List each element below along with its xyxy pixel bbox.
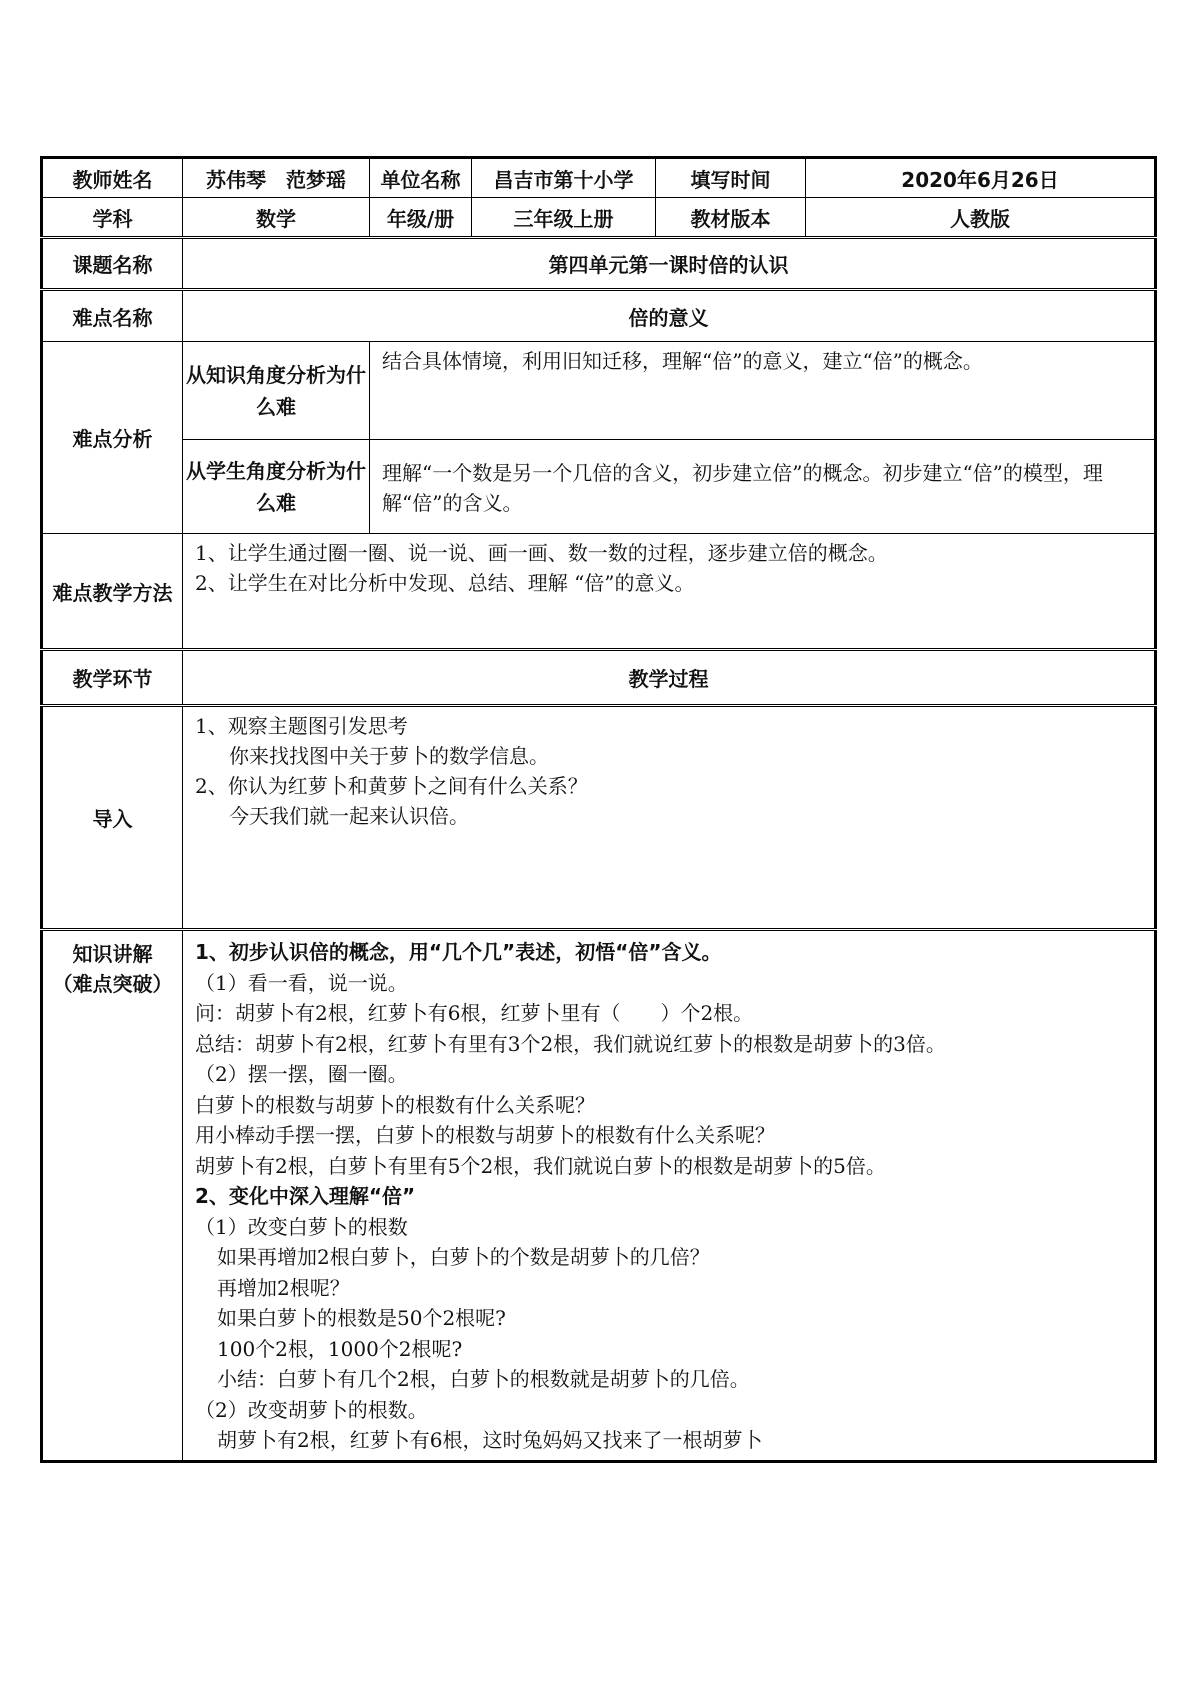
subject-value: 数学	[183, 198, 370, 238]
method-content	[183, 534, 1156, 650]
unit-value: 昌吉市第十小学	[472, 158, 656, 198]
edition-label: 教材版本	[656, 198, 806, 238]
date-value: 2020年6月26日	[806, 158, 1156, 198]
knowledge-line: 用小棒动手摆一摆，白萝卜的根数与胡萝卜的根数有什么关系呢？	[195, 1123, 775, 1147]
knowledge-heading: 1、初步认识倍的概念，用“几个几”表述，初悟“倍”含义。	[195, 940, 722, 964]
knowledge-line: （2）摆一摆，圈一圈。	[195, 1062, 408, 1086]
knowledge-line: 总结：胡萝卜有2根，红萝卜有里有3个2根，我们就说红萝卜的根数是胡萝卜的3倍。	[195, 1031, 946, 1056]
knowledge-heading: 2、变化中深入理解“倍”	[195, 1184, 416, 1208]
knowledge-line: 问：胡萝卜有2根，红萝卜有6根，红萝卜里有（ ）个2根。	[195, 1001, 754, 1025]
knowledge-line: 如果白萝卜的根数是50个2根呢?	[217, 1306, 506, 1330]
knowledge-line: 白萝卜的根数与胡萝卜的根数有什么关系呢？	[195, 1092, 595, 1117]
analysis-knowledge-row	[42, 342, 1156, 440]
analysis-student-row	[42, 440, 1156, 534]
intro-content	[183, 706, 1156, 930]
knowledge-angle-label: 从知识角度分析为什么难	[183, 342, 370, 440]
knowledge-angle-text: 结合具体情境，利用旧知迁移，理解“倍”的意义，建立“倍”的概念。	[370, 342, 1156, 440]
knowledge-subheading: （2）改变胡萝卜的根数。	[195, 1397, 428, 1422]
process-stage-label: 教学环节	[42, 650, 183, 706]
intro-line: 你来找找图中关于萝卜的数学信息。	[229, 744, 549, 768]
difficulty-value: 倍的意义	[183, 290, 1156, 342]
lesson-plan-sheet	[40, 156, 1154, 1463]
intro-line: 今天我们就一起来认识倍。	[229, 804, 469, 828]
grade-value: 三年级上册	[472, 198, 656, 238]
knowledge-sublabel: （难点突破）	[52, 972, 173, 996]
topic-label: 课题名称	[42, 238, 183, 290]
method-row	[42, 534, 1156, 650]
analysis-label: 难点分析	[42, 342, 183, 534]
edition-value: 人教版	[806, 198, 1156, 238]
topic-value: 第四单元第一课时倍的认识	[183, 238, 1156, 290]
teacher-value: 苏伟琴 范梦瑶	[183, 158, 370, 198]
knowledge-label-cell	[42, 930, 183, 1462]
knowledge-line: 100个2根，1000个2根呢?	[217, 1336, 463, 1361]
grade-label: 年级/册	[370, 198, 472, 238]
method-label: 难点教学方法	[42, 534, 183, 650]
process-title: 教学过程	[183, 650, 1156, 706]
knowledge-line: 再增加2根呢？	[217, 1275, 350, 1300]
intro-line: 2、你认为红萝卜和黄萝卜之间有什么关系？	[195, 774, 588, 798]
knowledge-line: （1）看一看，说一说。	[195, 970, 408, 995]
knowledge-line: 胡萝卜有2根，红萝卜有6根，这时兔妈妈又找来了一根胡萝卜	[217, 1428, 763, 1452]
topic-row	[42, 238, 1156, 290]
student-angle-label: 从学生角度分析为什么难	[183, 440, 370, 534]
student-angle-text: 理解“一个数是另一个几倍的含义，初步建立倍”的概念。初步建立“倍”的模型，理解“倍”的含义。	[370, 440, 1156, 534]
teacher-label: 教师姓名	[42, 158, 183, 198]
difficulty-label: 难点名称	[42, 290, 183, 342]
info-row-2	[42, 198, 1156, 238]
knowledge-row	[42, 930, 1156, 1462]
intro-label: 导入	[42, 706, 183, 930]
intro-line: 1、观察主题图引发思考	[195, 714, 408, 738]
process-header-row	[42, 650, 1156, 706]
subject-label: 学科	[42, 198, 183, 238]
date-label: 填写时间	[656, 158, 806, 198]
method-line: 2、让学生在对比分析中发现、总结、理解 “倍”的意义。	[195, 571, 695, 595]
knowledge-line: 如果再增加2根白萝卜，白萝卜的个数是胡萝卜的几倍？	[217, 1245, 710, 1269]
method-line: 1、让学生通过圈一圈、说一说、画一画、数一数的过程，逐步建立倍的概念。	[195, 541, 888, 565]
difficulty-row	[42, 290, 1156, 342]
knowledge-label: 知识讲解	[72, 942, 153, 966]
knowledge-subheading: （1）改变白萝卜的根数	[195, 1214, 408, 1239]
knowledge-line: 小结：白萝卜有几个2根，白萝卜的根数就是胡萝卜的几倍。	[217, 1367, 750, 1391]
lesson-plan-table	[40, 156, 1157, 1463]
info-row-1	[42, 158, 1156, 198]
intro-row	[42, 706, 1156, 930]
knowledge-content	[183, 930, 1156, 1462]
unit-label: 单位名称	[370, 158, 472, 198]
knowledge-line: 胡萝卜有2根，白萝卜有里有5个2根，我们就说白萝卜的根数是胡萝卜的5倍。	[195, 1153, 886, 1178]
